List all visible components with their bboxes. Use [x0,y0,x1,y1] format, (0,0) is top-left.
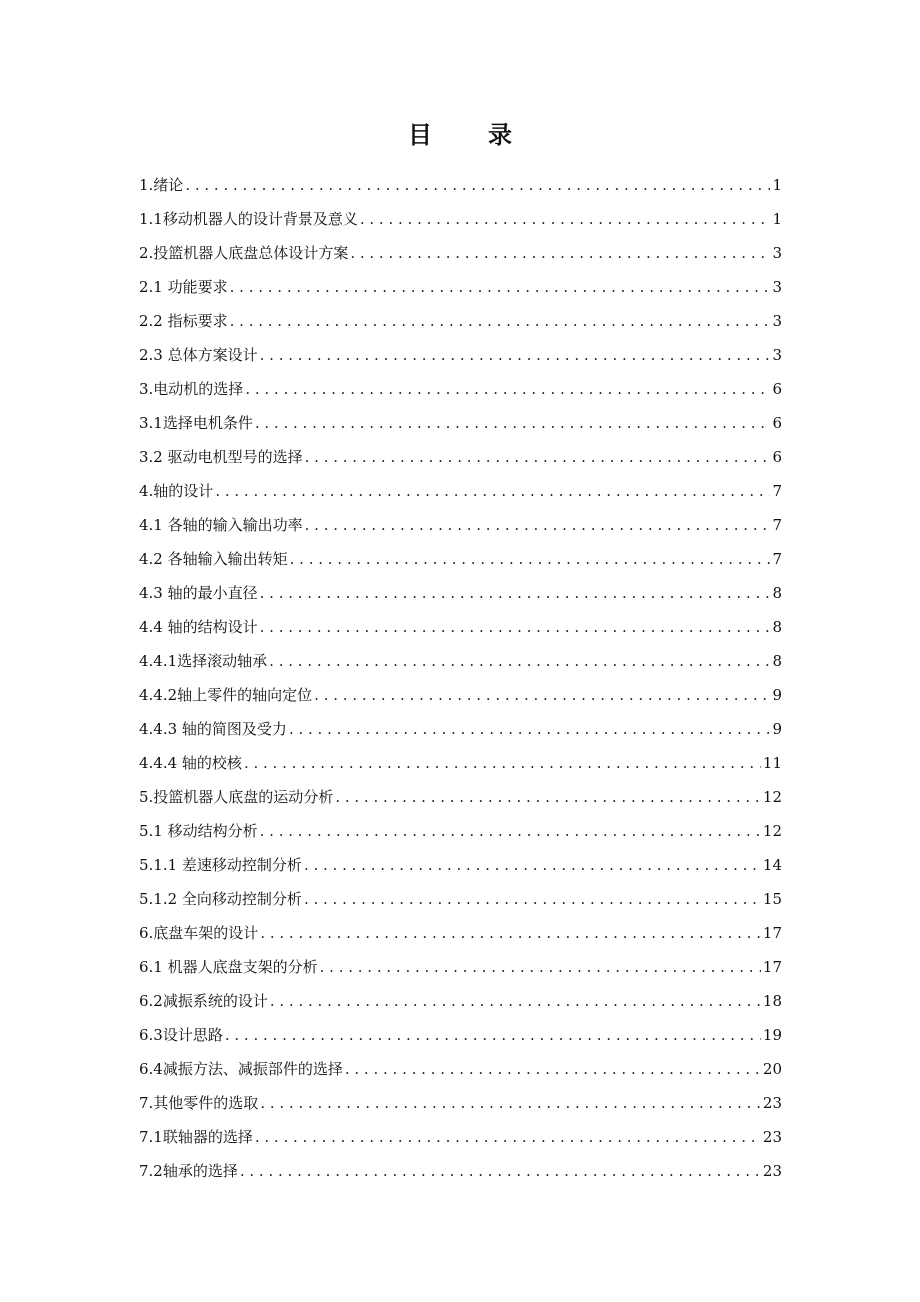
toc-entry-label: 4.4.3 轴的简图及受力 [139,720,287,738]
toc-entry-page-number: 9 [772,720,782,738]
toc-entry[interactable] [139,678,782,712]
toc-entry-label: 6.4减振方法、减振部件的选择 [139,1060,343,1078]
toc-entry[interactable] [139,1018,782,1052]
toc-entry[interactable] [139,440,782,474]
toc-entry-page-number: 9 [772,686,782,704]
toc-entry-label: 3.2 驱动电机型号的选择 [139,448,303,466]
toc-entry-label: 4.2 各轴输入输出转矩 [139,550,288,568]
toc-dot-leader [260,916,761,950]
toc-entry-page-number: 6 [772,414,782,432]
toc-entry-page-number: 17 [762,924,782,942]
toc-dot-leader [335,780,761,814]
toc-entry[interactable] [139,644,782,678]
toc-entry-page-number: 11 [762,754,782,772]
toc-entry[interactable] [139,236,782,270]
toc-dot-leader [270,984,761,1018]
toc-entry-page-number: 3 [772,278,782,296]
toc-dot-leader [230,304,771,338]
toc-entry-label: 4.4.4 轴的校核 [139,754,242,772]
toc-entry-page-number: 8 [772,584,782,602]
toc-dot-leader [240,1154,761,1188]
toc-entry-label: 1.绪论 [139,176,184,194]
toc-entry-page-number: 14 [762,856,782,874]
toc-entry-page-number: 7 [772,516,782,534]
toc-entry-label: 4.轴的设计 [139,482,214,500]
toc-entry[interactable] [139,270,782,304]
toc-entry-page-number: 7 [772,550,782,568]
toc-entry[interactable] [139,542,782,576]
toc-entry[interactable] [139,372,782,406]
toc-dot-leader [345,1052,761,1086]
toc-entry-label: 4.4.2轴上零件的轴向定位 [139,686,313,704]
toc-entry[interactable] [139,338,782,372]
toc-dot-leader [244,746,761,780]
toc-entry-label: 6.2减振系统的设计 [139,992,268,1010]
toc-dot-leader [260,814,761,848]
toc-entry-page-number: 3 [772,244,782,262]
toc-entry-page-number: 1 [772,210,782,228]
toc-dot-leader [269,644,770,678]
toc-entry-label: 4.1 各轴的输入输出功率 [139,516,303,534]
toc-entry[interactable] [139,304,782,338]
toc-entry-label: 6.底盘车架的设计 [139,924,259,942]
toc-entry-page-number: 18 [762,992,782,1010]
toc-entry[interactable] [139,202,782,236]
toc-dot-leader [304,882,761,916]
toc-dot-leader [185,168,770,202]
toc-entry-label: 2.1 功能要求 [139,278,228,296]
toc-entry-label: 5.1 移动结构分析 [139,822,258,840]
toc-entry-label: 5.投篮机器人底盘的运动分析 [139,788,334,806]
toc-dot-leader [290,542,771,576]
toc-entry-label: 7.其他零件的选取 [139,1094,259,1112]
toc-dot-leader [255,1120,761,1154]
toc-entry[interactable] [139,508,782,542]
toc-dot-leader [245,372,770,406]
toc-entry-page-number: 3 [772,312,782,330]
toc-entry-page-number: 15 [762,890,782,908]
toc-dot-leader [360,202,771,236]
toc-entry-page-number: 12 [762,822,782,840]
toc-dot-leader [260,338,771,372]
toc-entry-label: 5.1.1 差速移动控制分析 [139,856,302,874]
toc-entry[interactable] [139,610,782,644]
toc-entry[interactable] [139,474,782,508]
toc-entry-label: 6.3设计思路 [139,1026,223,1044]
toc-entry[interactable] [139,746,782,780]
toc-entry-label: 4.4 轴的结构设计 [139,618,258,636]
toc-entry-page-number: 6 [772,380,782,398]
toc-entry-page-number: 17 [762,958,782,976]
toc-dot-leader [304,848,761,882]
page-title: 目 录 [408,120,528,149]
toc-dot-leader [215,474,770,508]
toc-entry[interactable] [139,576,782,610]
toc-entry-page-number: 8 [772,618,782,636]
toc-entry-page-number: 20 [762,1060,782,1078]
toc-dot-leader [260,576,771,610]
toc-dot-leader [260,1086,761,1120]
toc-entry-label: 2.投篮机器人底盘总体设计方案 [139,244,349,262]
toc-entry-page-number: 7 [772,482,782,500]
toc-entry[interactable] [139,1052,782,1086]
toc-entry[interactable] [139,882,782,916]
toc-entry-page-number: 6 [772,448,782,466]
toc-dot-leader [350,236,770,270]
toc-entry-label: 6.1 机器人底盘支架的分析 [139,958,318,976]
toc-dot-leader [255,406,771,440]
toc-dot-leader [289,712,771,746]
toc-dot-leader [305,508,771,542]
toc-entry-label: 3.电动机的选择 [139,380,244,398]
toc-entry-label: 4.4.1选择滚动轴承 [139,652,268,670]
toc-entry-label: 7.1联轴器的选择 [139,1128,253,1146]
toc-entry[interactable] [139,848,782,882]
toc-entry-page-number: 8 [772,652,782,670]
toc-entry-page-number: 3 [772,346,782,364]
toc-entry[interactable] [139,168,782,202]
toc-entry-page-number: 12 [762,788,782,806]
toc-dot-leader [225,1018,761,1052]
toc-entry[interactable] [139,916,782,950]
toc-entry-page-number: 1 [772,176,782,194]
toc-entry[interactable] [139,1154,782,1188]
toc-entry-label: 2.3 总体方案设计 [139,346,258,364]
toc-entry-label: 7.2轴承的选择 [139,1162,238,1180]
toc-entry[interactable] [139,984,782,1018]
toc-dot-leader [305,440,771,474]
toc-entry[interactable] [139,406,782,440]
toc-entry[interactable] [139,1120,782,1154]
toc-entry-page-number: 23 [762,1162,782,1180]
toc-dot-leader [260,610,771,644]
toc-dot-leader [230,270,771,304]
toc-entry-label: 3.1选择电机条件 [139,414,253,432]
toc-entry[interactable] [139,814,782,848]
toc-entry-label: 5.1.2 全向移动控制分析 [139,890,302,908]
table-of-contents [139,168,782,1188]
toc-dot-leader [320,950,761,984]
toc-entry[interactable] [139,1086,782,1120]
toc-entry[interactable] [139,950,782,984]
toc-entry-label: 1.1移动机器人的设计背景及意义 [139,210,358,228]
toc-entry-page-number: 23 [762,1094,782,1112]
toc-entry-page-number: 23 [762,1128,782,1146]
toc-entry[interactable] [139,712,782,746]
toc-dot-leader [314,678,770,712]
toc-entry-label: 4.3 轴的最小直径 [139,584,258,602]
toc-entry-page-number: 19 [762,1026,782,1044]
toc-entry-label: 2.2 指标要求 [139,312,228,330]
toc-entry[interactable] [139,780,782,814]
